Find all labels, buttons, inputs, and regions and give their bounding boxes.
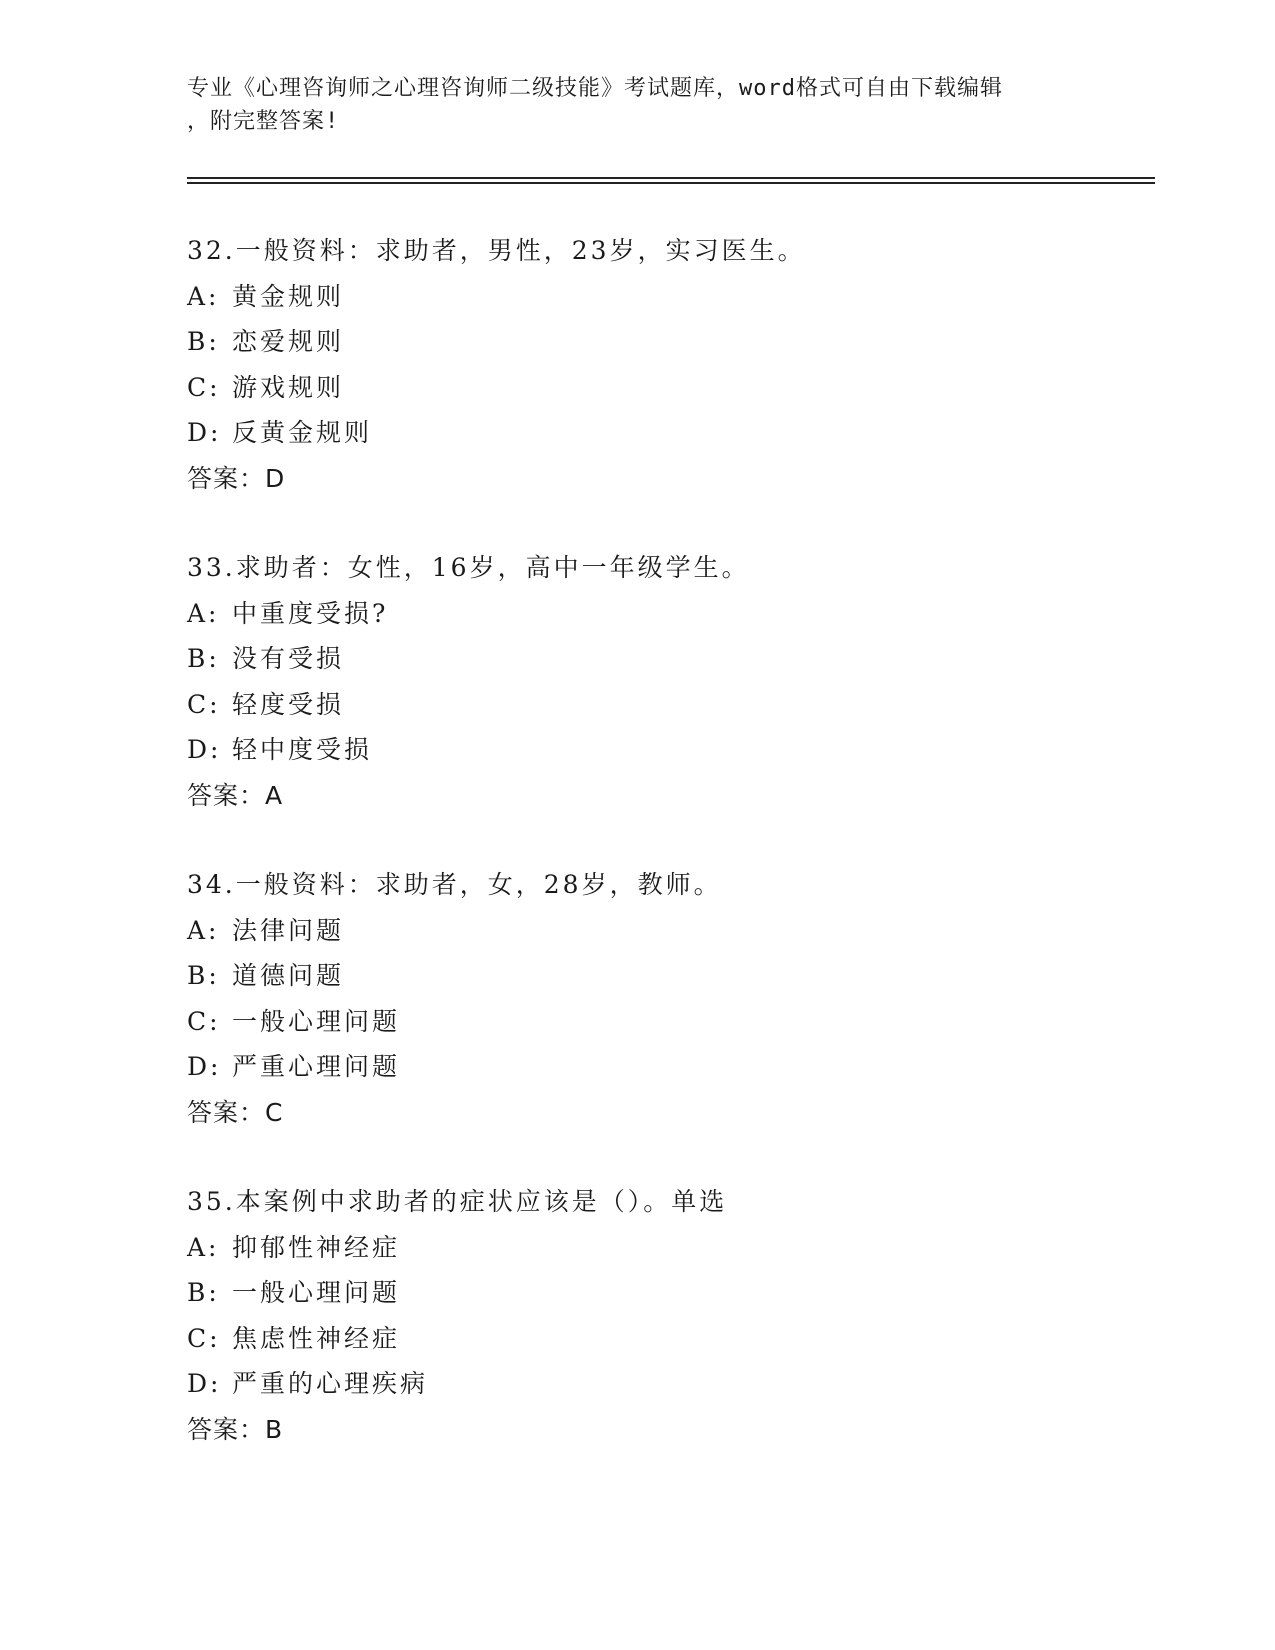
option-c <box>187 682 1137 728</box>
option-key: C: <box>187 1323 221 1353</box>
option-text: 没有受损 <box>232 644 345 673</box>
option-key: D: <box>187 418 222 447</box>
option-text: 中重度受损? <box>232 598 389 628</box>
option-text: 黄金规则 <box>232 281 345 311</box>
header-line-2: ，附完整答案! <box>187 109 340 134</box>
option-key: A: <box>187 1232 220 1262</box>
option-text: 严重心理问题 <box>232 1052 401 1081</box>
option-d <box>187 410 1137 456</box>
option-text: 游戏规则 <box>232 372 345 402</box>
option-key: A: <box>187 598 220 628</box>
option-d <box>187 1361 1137 1407</box>
option-text: 一般心理问题 <box>232 1006 401 1036</box>
question-title: 32.一般资料：求助者，男性，23岁，实习医生。 <box>187 236 806 265</box>
option-d <box>187 727 1137 773</box>
option-a <box>187 274 1137 320</box>
header-divider-top <box>187 177 1155 179</box>
option-text: 法律问题 <box>232 915 345 945</box>
question-title: 33.求助者：女性，16岁，高中一年级学生。 <box>187 553 750 582</box>
answer: 答案：A <box>187 780 284 810</box>
answer: 答案：B <box>187 1414 284 1444</box>
option-key: C: <box>187 372 221 402</box>
option-text: 抑郁性神经症 <box>232 1232 401 1262</box>
option-a <box>187 908 1137 954</box>
header-line-1: 专业《心理咨询师之心理咨询师二级技能》考试题库，word格式可自由下载编辑 <box>187 76 1003 101</box>
answer: 答案：C <box>187 1097 284 1127</box>
question-title: 34.一般资料：求助者，女，28岁，教师。 <box>187 870 722 899</box>
option-key: D: <box>187 735 222 764</box>
option-c <box>187 999 1137 1045</box>
option-key: B: <box>187 1278 220 1307</box>
option-b <box>187 319 1137 365</box>
option-text: 恋爱规则 <box>232 327 345 356</box>
option-b <box>187 953 1137 999</box>
question-34 <box>187 862 1137 1135</box>
question-33 <box>187 545 1137 818</box>
option-key: B: <box>187 644 220 673</box>
question-title: 35.本案例中求助者的症状应该是（）。单选 <box>187 1187 728 1216</box>
option-key: C: <box>187 1006 221 1036</box>
option-text: 轻中度受损 <box>232 735 373 764</box>
answer: 答案：D <box>187 463 286 493</box>
option-text: 反黄金规则 <box>232 418 373 447</box>
option-key: D: <box>187 1369 222 1398</box>
option-key: C: <box>187 689 221 719</box>
option-text: 一般心理问题 <box>232 1278 401 1307</box>
document-header <box>187 72 1087 138</box>
option-text: 严重的心理疾病 <box>232 1369 429 1398</box>
option-key: B: <box>187 327 220 356</box>
option-text: 道德问题 <box>232 961 345 990</box>
option-key: D: <box>187 1052 222 1081</box>
question-32 <box>187 228 1137 501</box>
option-b <box>187 636 1137 682</box>
header-divider-bottom <box>187 182 1155 184</box>
option-a <box>187 1225 1137 1271</box>
option-b <box>187 1270 1137 1316</box>
option-text: 轻度受损 <box>232 689 345 719</box>
option-key: A: <box>187 281 220 311</box>
option-key: A: <box>187 915 220 945</box>
option-c <box>187 1316 1137 1362</box>
option-key: B: <box>187 961 220 990</box>
option-d <box>187 1044 1137 1090</box>
question-35 <box>187 1179 1137 1452</box>
option-a <box>187 591 1137 637</box>
option-text: 焦虑性神经症 <box>232 1323 401 1353</box>
option-c <box>187 365 1137 411</box>
